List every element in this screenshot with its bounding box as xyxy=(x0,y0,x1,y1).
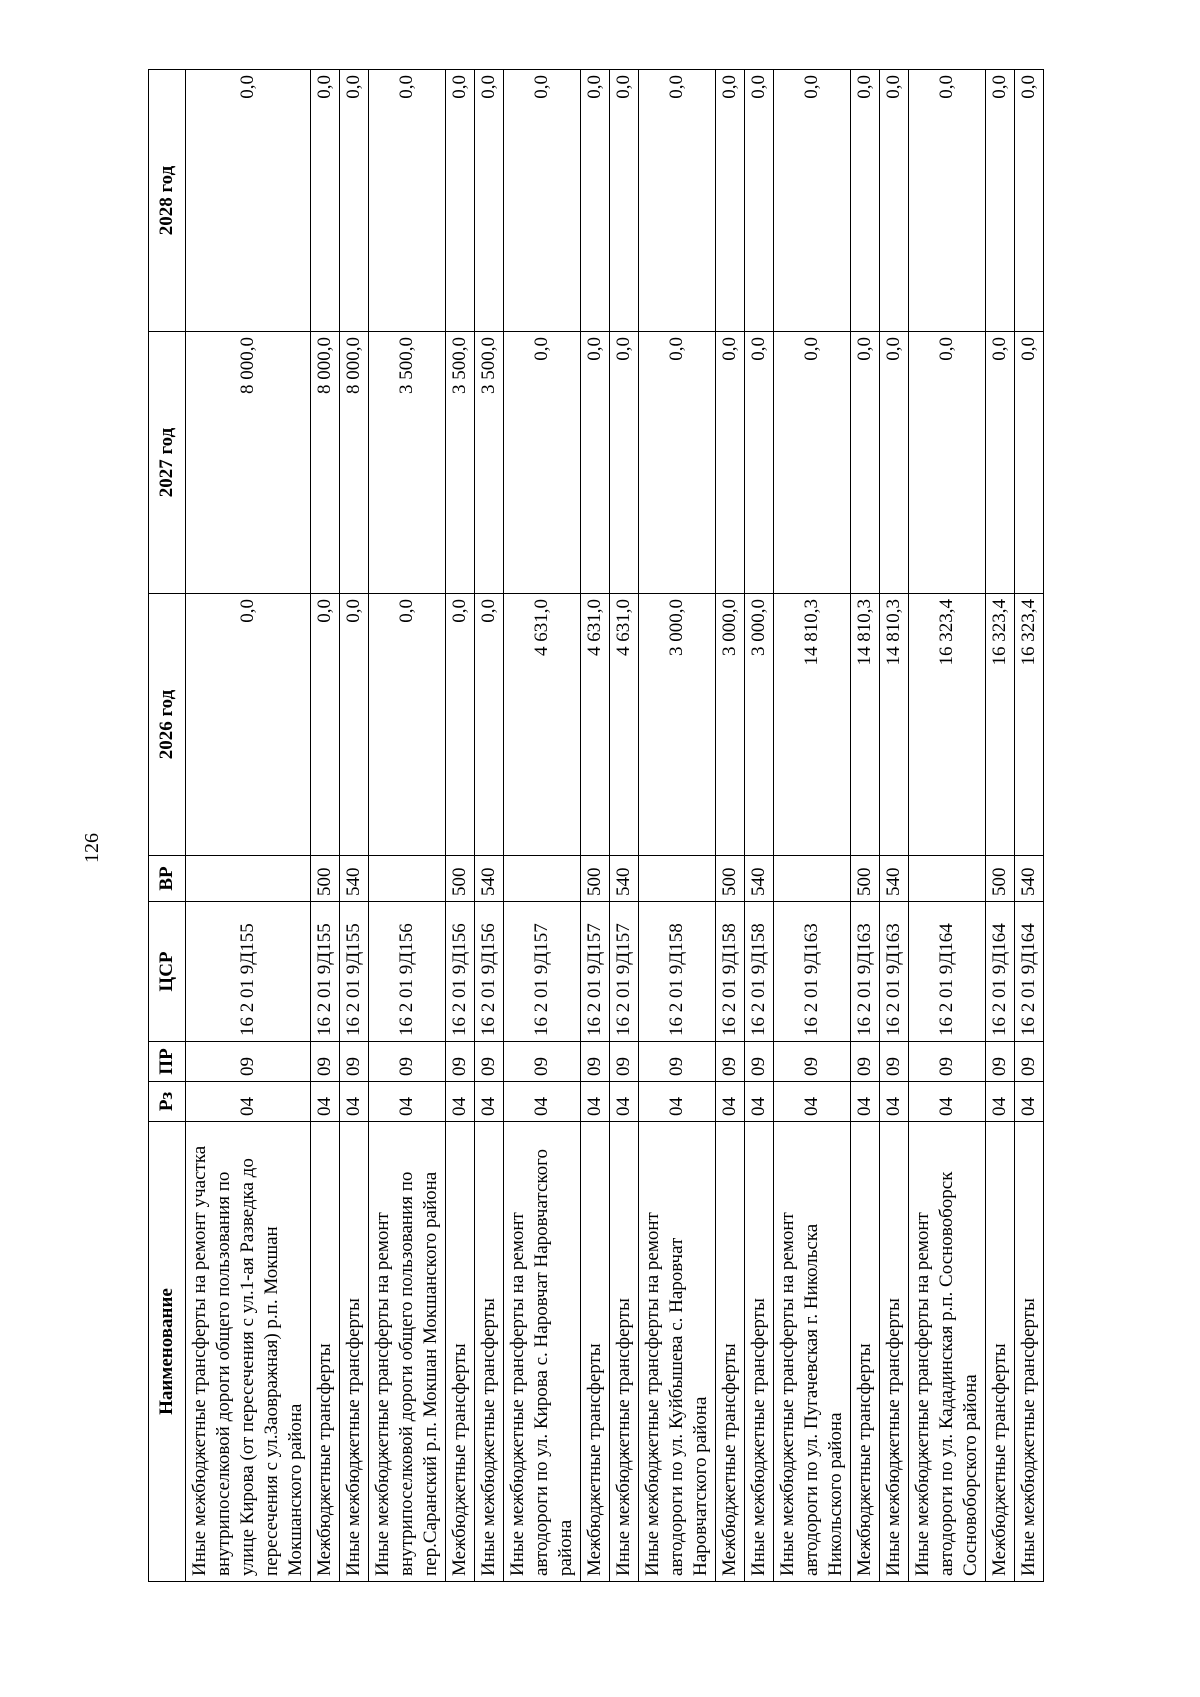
table-row xyxy=(851,70,880,1582)
cell-pr: 09 xyxy=(446,1042,475,1082)
table-row xyxy=(745,70,774,1582)
cell-pr: 09 xyxy=(369,1042,446,1082)
cell-2027: 0,0 xyxy=(851,332,880,594)
table-row xyxy=(1015,70,1044,1582)
cell-vr xyxy=(639,856,716,902)
cell-pr: 09 xyxy=(311,1042,340,1082)
cell-vr: 500 xyxy=(851,856,880,902)
cell-rz: 04 xyxy=(774,1082,851,1122)
table-row xyxy=(880,70,909,1582)
cell-vr xyxy=(186,856,311,902)
cell-name: Иные межбюджетные трансферты xyxy=(880,1122,909,1582)
cell-rz: 04 xyxy=(880,1082,909,1122)
cell-pr: 09 xyxy=(716,1042,745,1082)
cell-2027: 0,0 xyxy=(610,332,639,594)
cell-rz: 04 xyxy=(475,1082,504,1122)
table-row xyxy=(340,70,369,1582)
cell-2027: 0,0 xyxy=(1015,332,1044,594)
cell-2028: 0,0 xyxy=(774,70,851,332)
cell-csr: 16 2 01 9Д157 xyxy=(581,902,610,1042)
cell-name: Иные межбюджетные трансферты на ремонт участка внутрипоселковой дороги общего пользования по улице Кирова (от пересечения с ул.1-ая Разведка до пересечения с ул.Заовражная) р.п. Мокшан Мокшанского района xyxy=(186,1122,311,1582)
cell-pr: 09 xyxy=(475,1042,504,1082)
cell-2027: 8 000,0 xyxy=(311,332,340,594)
header-2026: 2026 год xyxy=(149,594,186,856)
cell-csr: 16 2 01 9Д155 xyxy=(340,902,369,1042)
cell-vr: 540 xyxy=(475,856,504,902)
cell-2028: 0,0 xyxy=(745,70,774,332)
cell-csr: 16 2 01 9Д163 xyxy=(774,902,851,1042)
cell-2026: 14 810,3 xyxy=(880,594,909,856)
cell-2027: 3 500,0 xyxy=(369,332,446,594)
cell-2027: 0,0 xyxy=(581,332,610,594)
cell-2028: 0,0 xyxy=(639,70,716,332)
cell-vr: 540 xyxy=(340,856,369,902)
cell-2028: 0,0 xyxy=(369,70,446,332)
cell-2027: 0,0 xyxy=(986,332,1015,594)
cell-pr: 09 xyxy=(745,1042,774,1082)
cell-2026: 3 000,0 xyxy=(639,594,716,856)
cell-name: Иные межбюджетные трансферты на ремонт автодороги по ул. Кададинская р.п. Сосновоборск Сосновоборского района xyxy=(909,1122,986,1582)
cell-rz: 04 xyxy=(986,1082,1015,1122)
header-pr: ПР xyxy=(149,1042,186,1082)
cell-name: Межбюджетные трансферты xyxy=(851,1122,880,1582)
cell-rz: 04 xyxy=(1015,1082,1044,1122)
cell-name: Межбюджетные трансферты xyxy=(446,1122,475,1582)
cell-2027: 0,0 xyxy=(716,332,745,594)
cell-2028: 0,0 xyxy=(880,70,909,332)
cell-2027: 0,0 xyxy=(745,332,774,594)
table-header-row xyxy=(149,70,186,1582)
cell-vr: 500 xyxy=(716,856,745,902)
cell-csr: 16 2 01 9Д156 xyxy=(369,902,446,1042)
cell-pr: 09 xyxy=(909,1042,986,1082)
cell-2026: 14 810,3 xyxy=(851,594,880,856)
header-vr: ВР xyxy=(149,856,186,902)
cell-pr: 09 xyxy=(1015,1042,1044,1082)
cell-vr: 540 xyxy=(880,856,909,902)
table-row xyxy=(504,70,581,1582)
cell-csr: 16 2 01 9Д158 xyxy=(745,902,774,1042)
cell-vr xyxy=(369,856,446,902)
cell-name: Межбюджетные трансферты xyxy=(311,1122,340,1582)
cell-2027: 0,0 xyxy=(880,332,909,594)
table-row xyxy=(369,70,446,1582)
cell-2026: 0,0 xyxy=(311,594,340,856)
cell-2028: 0,0 xyxy=(340,70,369,332)
table-row xyxy=(475,70,504,1582)
table-row xyxy=(311,70,340,1582)
cell-csr: 16 2 01 9Д164 xyxy=(986,902,1015,1042)
cell-name: Межбюджетные трансферты xyxy=(716,1122,745,1582)
cell-2026: 16 323,4 xyxy=(1015,594,1044,856)
cell-vr xyxy=(909,856,986,902)
cell-pr: 09 xyxy=(986,1042,1015,1082)
cell-name: Иные межбюджетные трансферты xyxy=(340,1122,369,1582)
cell-2027: 3 500,0 xyxy=(475,332,504,594)
table-row xyxy=(716,70,745,1582)
cell-rz: 04 xyxy=(186,1082,311,1122)
cell-2026: 4 631,0 xyxy=(581,594,610,856)
table-row xyxy=(446,70,475,1582)
cell-vr xyxy=(504,856,581,902)
table-row xyxy=(986,70,1015,1582)
cell-vr: 540 xyxy=(745,856,774,902)
cell-rz: 04 xyxy=(504,1082,581,1122)
cell-csr: 16 2 01 9Д157 xyxy=(610,902,639,1042)
cell-rz: 04 xyxy=(716,1082,745,1122)
header-2027: 2027 год xyxy=(149,332,186,594)
cell-vr xyxy=(774,856,851,902)
cell-rz: 04 xyxy=(446,1082,475,1122)
cell-2028: 0,0 xyxy=(186,70,311,332)
rotated-table-container xyxy=(148,70,1039,1582)
cell-csr: 16 2 01 9Д164 xyxy=(909,902,986,1042)
cell-name: Межбюджетные трансферты xyxy=(581,1122,610,1582)
cell-pr: 09 xyxy=(639,1042,716,1082)
cell-2028: 0,0 xyxy=(581,70,610,332)
cell-name: Иные межбюджетные трансферты xyxy=(610,1122,639,1582)
cell-rz: 04 xyxy=(340,1082,369,1122)
cell-csr: 16 2 01 9Д155 xyxy=(311,902,340,1042)
cell-2028: 0,0 xyxy=(446,70,475,332)
cell-2027: 8 000,0 xyxy=(186,332,311,594)
table-row xyxy=(186,70,311,1582)
cell-2026: 14 810,3 xyxy=(774,594,851,856)
cell-pr: 09 xyxy=(186,1042,311,1082)
cell-2027: 8 000,0 xyxy=(340,332,369,594)
cell-2026: 4 631,0 xyxy=(504,594,581,856)
cell-csr: 16 2 01 9Д158 xyxy=(716,902,745,1042)
cell-csr: 16 2 01 9Д164 xyxy=(1015,902,1044,1042)
header-2028: 2028 год xyxy=(149,70,186,332)
cell-csr: 16 2 01 9Д163 xyxy=(880,902,909,1042)
cell-csr: 16 2 01 9Д156 xyxy=(475,902,504,1042)
cell-2027: 3 500,0 xyxy=(446,332,475,594)
cell-name: Иные межбюджетные трансферты xyxy=(745,1122,774,1582)
cell-rz: 04 xyxy=(745,1082,774,1122)
cell-2028: 0,0 xyxy=(311,70,340,332)
cell-pr: 09 xyxy=(880,1042,909,1082)
cell-name: Иные межбюджетные трансферты на ремонт автодороги по ул. Кирова с. Наровчат Наровчатского района xyxy=(504,1122,581,1582)
cell-2026: 0,0 xyxy=(446,594,475,856)
cell-rz: 04 xyxy=(909,1082,986,1122)
cell-2026: 0,0 xyxy=(340,594,369,856)
header-rz: Рз xyxy=(149,1082,186,1122)
cell-2027: 0,0 xyxy=(909,332,986,594)
table-row xyxy=(610,70,639,1582)
table-row xyxy=(581,70,610,1582)
cell-2026: 16 323,4 xyxy=(986,594,1015,856)
cell-2026: 16 323,4 xyxy=(909,594,986,856)
cell-2028: 0,0 xyxy=(1015,70,1044,332)
cell-2027: 0,0 xyxy=(774,332,851,594)
cell-2028: 0,0 xyxy=(475,70,504,332)
cell-rz: 04 xyxy=(311,1082,340,1122)
table-row xyxy=(639,70,716,1582)
cell-2026: 4 631,0 xyxy=(610,594,639,856)
cell-csr: 16 2 01 9Д155 xyxy=(186,902,311,1042)
cell-pr: 09 xyxy=(504,1042,581,1082)
cell-2026: 3 000,0 xyxy=(745,594,774,856)
cell-csr: 16 2 01 9Д157 xyxy=(504,902,581,1042)
cell-rz: 04 xyxy=(369,1082,446,1122)
cell-2026: 0,0 xyxy=(186,594,311,856)
cell-rz: 04 xyxy=(581,1082,610,1122)
cell-vr: 500 xyxy=(311,856,340,902)
cell-2028: 0,0 xyxy=(986,70,1015,332)
cell-name: Иные межбюджетные трансферты xyxy=(475,1122,504,1582)
cell-2026: 0,0 xyxy=(475,594,504,856)
table-row xyxy=(774,70,851,1582)
cell-vr: 500 xyxy=(446,856,475,902)
cell-rz: 04 xyxy=(851,1082,880,1122)
cell-2028: 0,0 xyxy=(909,70,986,332)
cell-2028: 0,0 xyxy=(504,70,581,332)
cell-name: Иные межбюджетные трансферты на ремонт внутрипоселковой дороги общего пользования по пер.Саранский р.п. Мокшан Мокшанского района xyxy=(369,1122,446,1582)
cell-rz: 04 xyxy=(639,1082,716,1122)
table-row xyxy=(909,70,986,1582)
cell-csr: 16 2 01 9Д158 xyxy=(639,902,716,1042)
page-number: 126 xyxy=(81,833,103,863)
cell-rz: 04 xyxy=(610,1082,639,1122)
cell-name: Иные межбюджетные трансферты xyxy=(1015,1122,1044,1582)
cell-csr: 16 2 01 9Д163 xyxy=(851,902,880,1042)
cell-vr: 540 xyxy=(1015,856,1044,902)
cell-2027: 0,0 xyxy=(639,332,716,594)
cell-pr: 09 xyxy=(610,1042,639,1082)
cell-2028: 0,0 xyxy=(851,70,880,332)
cell-name: Иные межбюджетные трансферты на ремонт автодороги по ул. Пугачевская г. Никольска Никольского района xyxy=(774,1122,851,1582)
budget-table xyxy=(148,69,1044,1582)
cell-vr: 540 xyxy=(610,856,639,902)
cell-2028: 0,0 xyxy=(716,70,745,332)
cell-csr: 16 2 01 9Д156 xyxy=(446,902,475,1042)
cell-name: Межбюджетные трансферты xyxy=(986,1122,1015,1582)
cell-2027: 0,0 xyxy=(504,332,581,594)
cell-vr: 500 xyxy=(581,856,610,902)
header-csr: ЦСР xyxy=(149,902,186,1042)
cell-name: Иные межбюджетные трансферты на ремонт автодороги по ул. Куйбышева с. Наровчат Наровчатского района xyxy=(639,1122,716,1582)
header-name: Наименование xyxy=(149,1122,186,1582)
cell-pr: 09 xyxy=(581,1042,610,1082)
cell-vr: 500 xyxy=(986,856,1015,902)
cell-2026: 0,0 xyxy=(369,594,446,856)
cell-pr: 09 xyxy=(340,1042,369,1082)
cell-2026: 3 000,0 xyxy=(716,594,745,856)
table-body xyxy=(186,70,1044,1582)
cell-2028: 0,0 xyxy=(610,70,639,332)
cell-pr: 09 xyxy=(851,1042,880,1082)
cell-pr: 09 xyxy=(774,1042,851,1082)
